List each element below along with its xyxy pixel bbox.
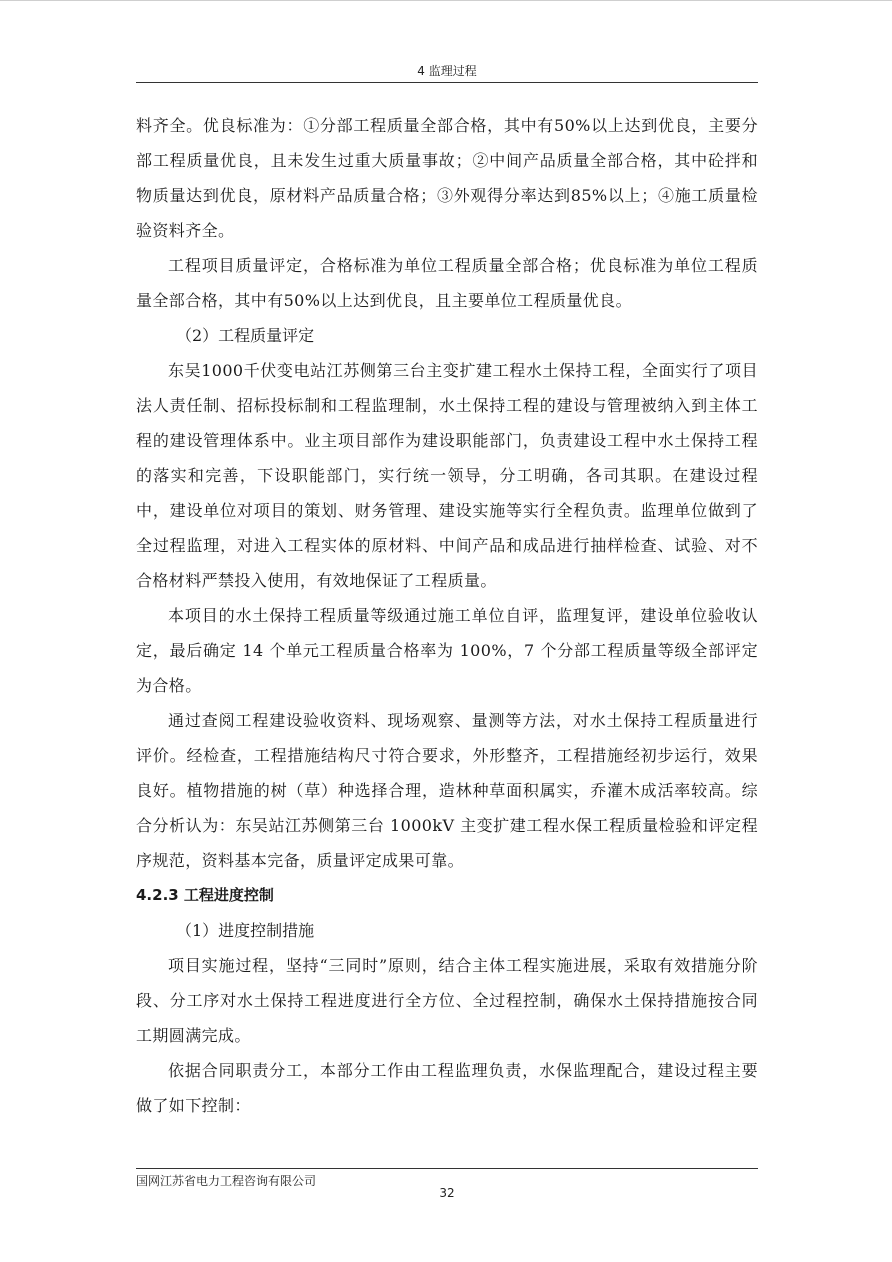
running-header xyxy=(136,60,758,83)
footer-company-name: 国网江苏省电力工程咨询有限公司 xyxy=(136,1174,317,1188)
paragraph: 通过查阅工程建设验收资料、现场观察、量测等方法，对水土保持工程质量进行评价。经检查，工程措施结构尺寸符合要求，外形整齐，工程措施经初步运行，效果良好。植物措施的树（草）种选择合理，造林种草面积属实，乔灌木成活率较高。综合分析认为：东吴站江苏侧第三台 1000kV 主变扩建工程水保工程质量检验和评定程序规范，资料基本完备，质量评定成果可靠。 xyxy=(136,711,758,870)
footer-divider xyxy=(136,1168,758,1169)
section-heading-progress-control: 4.2.3 工程进度控制 xyxy=(136,886,274,904)
paragraph: 东吴1000千伏变电站江苏侧第三台主变扩建工程水土保持工程，全面实行了项目法人责任制、招标投标制和工程监理制，水土保持工程的建设与管理被纳入到主体工程的建设管理体系中。业主项目部作为建设职能部门，负责建设工程中水土保持工程的落实和完善，下设职能部门，实行统一领导，分工明确，各司其职。在建设过程中，建设单位对项目的策划、财务管理、建设实施等实行全程负责。监理单位做到了全过程监理，对进入工程实体的原材料、中间产品和成品进行抽样检查、试验、对不合格材料严禁投入使用，有效地保证了工程质量。 xyxy=(136,361,758,590)
paragraph-continued: 料齐全。优良标准为：①分部工程质量全部合格，其中有50%以上达到优良，主要分部工程质量优良，且未发生过重大质量事故；②中间产品质量全部合格，其中砼拌和物质量达到优良，原材料产品质量合格；③外观得分率达到85%以上；④施工质量检验资料齐全。 xyxy=(136,116,758,240)
chapter-title: 4 监理过程 xyxy=(417,64,477,78)
subheading-quality-assessment: （2）工程质量评定 xyxy=(176,326,315,345)
page-number: 32 xyxy=(439,1186,455,1200)
paragraph: 项目实施过程，坚持“三同时”原则，结合主体工程实施进展，采取有效措施分阶段、分工序对水土保持工程进度进行全方位、全过程控制，确保水土保持措施按合同工期圆满完成。 xyxy=(136,956,758,1045)
subheading-progress-measures: （1）进度控制措施 xyxy=(176,921,315,940)
paragraph: 依据合同职责分工，本部分工作由工程监理负责，水保监理配合，建设过程主要做了如下控制： xyxy=(136,1061,758,1115)
page-top-edge xyxy=(0,0,892,1)
document-body xyxy=(136,108,758,1123)
paragraph: 工程项目质量评定，合格标准为单位工程质量全部合格；优良标准为单位工程质量全部合格，其中有50%以上达到优良，且主要单位工程质量优良。 xyxy=(136,256,758,310)
paragraph: 本项目的水土保持工程质量等级通过施工单位自评，监理复评，建设单位验收认定，最后确定 14 个单元工程质量合格率为 100%，7 个分部工程质量等级全部评定为合格。 xyxy=(136,606,758,695)
